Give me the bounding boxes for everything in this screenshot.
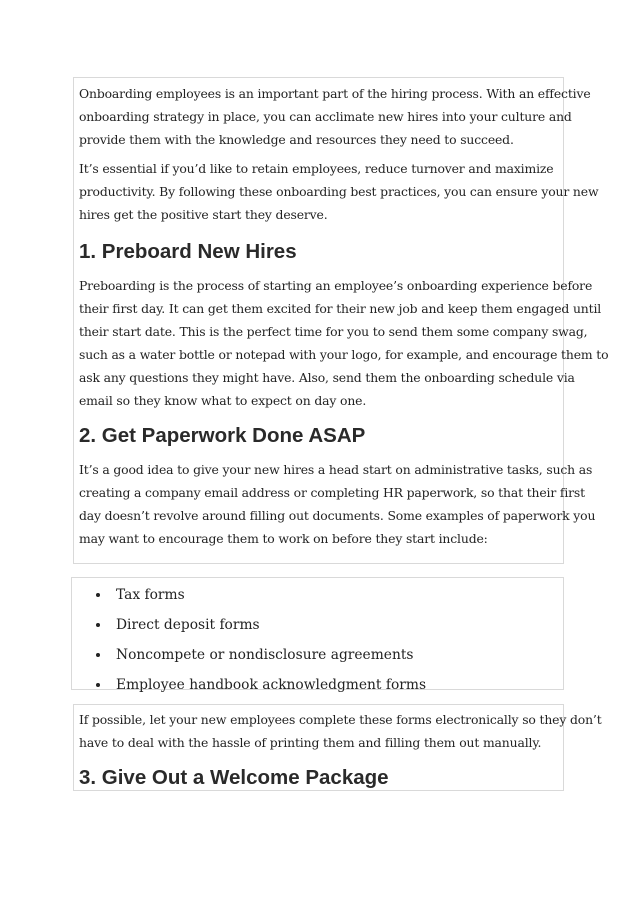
text-line: ask any questions they might have. Also, send them the onboarding schedule via bbox=[79, 370, 575, 385]
text-line: productivity. By following these onboarding best practices, you can ensure your new bbox=[79, 184, 599, 199]
text-frame-bullets bbox=[71, 577, 564, 693]
list-item-text: Employee handbook acknowledgment forms bbox=[116, 677, 427, 693]
text-line: their start date. This is the perfect time for you to send them some company swag, bbox=[79, 324, 588, 339]
preboard-paragraph bbox=[79, 274, 609, 412]
intro-paragraph bbox=[79, 82, 591, 151]
list-item bbox=[72, 610, 563, 640]
retain-paragraph bbox=[79, 157, 599, 226]
text-line: provide them with the knowledge and resources they need to succeed. bbox=[79, 132, 514, 147]
bullet-icon bbox=[96, 593, 100, 597]
list-item bbox=[72, 670, 563, 700]
text-line: onboarding strategy in place, you can acclimate new hires into your culture and bbox=[79, 109, 572, 124]
text-line: day doesn’t revolve around filling out documents. Some examples of paperwork you bbox=[79, 508, 596, 523]
paperwork-paragraph bbox=[79, 458, 596, 550]
text-line: their first day. It can get them excited for their new job and keep them engaged until bbox=[79, 301, 602, 316]
text-line: If possible, let your new employees complete these forms electronically so they don’t bbox=[79, 712, 602, 727]
text-line: Onboarding employees is an important part of the hiring process. With an effective bbox=[79, 86, 591, 101]
heading-preboard: 1. Preboard New Hires bbox=[79, 240, 297, 263]
heading-paperwork: 2. Get Paperwork Done ASAP bbox=[79, 424, 366, 447]
paperwork-list bbox=[72, 580, 563, 700]
electronic-paragraph bbox=[79, 708, 602, 754]
bullet-icon bbox=[96, 683, 100, 687]
text-frame-welcome bbox=[73, 704, 602, 791]
text-line: It’s a good idea to give your new hires a head start on administrative tasks, such as bbox=[79, 462, 593, 477]
bullet-icon bbox=[96, 623, 100, 627]
list-item bbox=[72, 640, 563, 670]
text-line: hires get the positive start they deserve. bbox=[79, 207, 328, 222]
text-frame-intro bbox=[73, 77, 609, 564]
text-line: may want to encourage them to work on before they start include: bbox=[79, 531, 488, 546]
text-line: such as a water bottle or notepad with your logo, for example, and encourage them to bbox=[79, 347, 609, 362]
list-item-text: Direct deposit forms bbox=[116, 617, 260, 633]
text-line: email so they know what to expect on day one. bbox=[79, 393, 367, 408]
text-line: Preboarding is the process of starting an employee’s onboarding experience before bbox=[79, 278, 593, 293]
text-line: It’s essential if you’d like to retain employees, reduce turnover and maximize bbox=[79, 161, 554, 176]
list-item-text: Tax forms bbox=[116, 587, 185, 603]
heading-welcome-package: 3. Give Out a Welcome Package bbox=[79, 766, 389, 789]
bullet-icon bbox=[96, 653, 100, 657]
list-item-text: Noncompete or nondisclosure agreements bbox=[116, 647, 414, 663]
text-line: creating a company email address or completing HR paperwork, so that their first bbox=[79, 485, 585, 500]
list-item bbox=[72, 580, 563, 610]
text-line: have to deal with the hassle of printing them and filling them out manually. bbox=[79, 735, 542, 750]
